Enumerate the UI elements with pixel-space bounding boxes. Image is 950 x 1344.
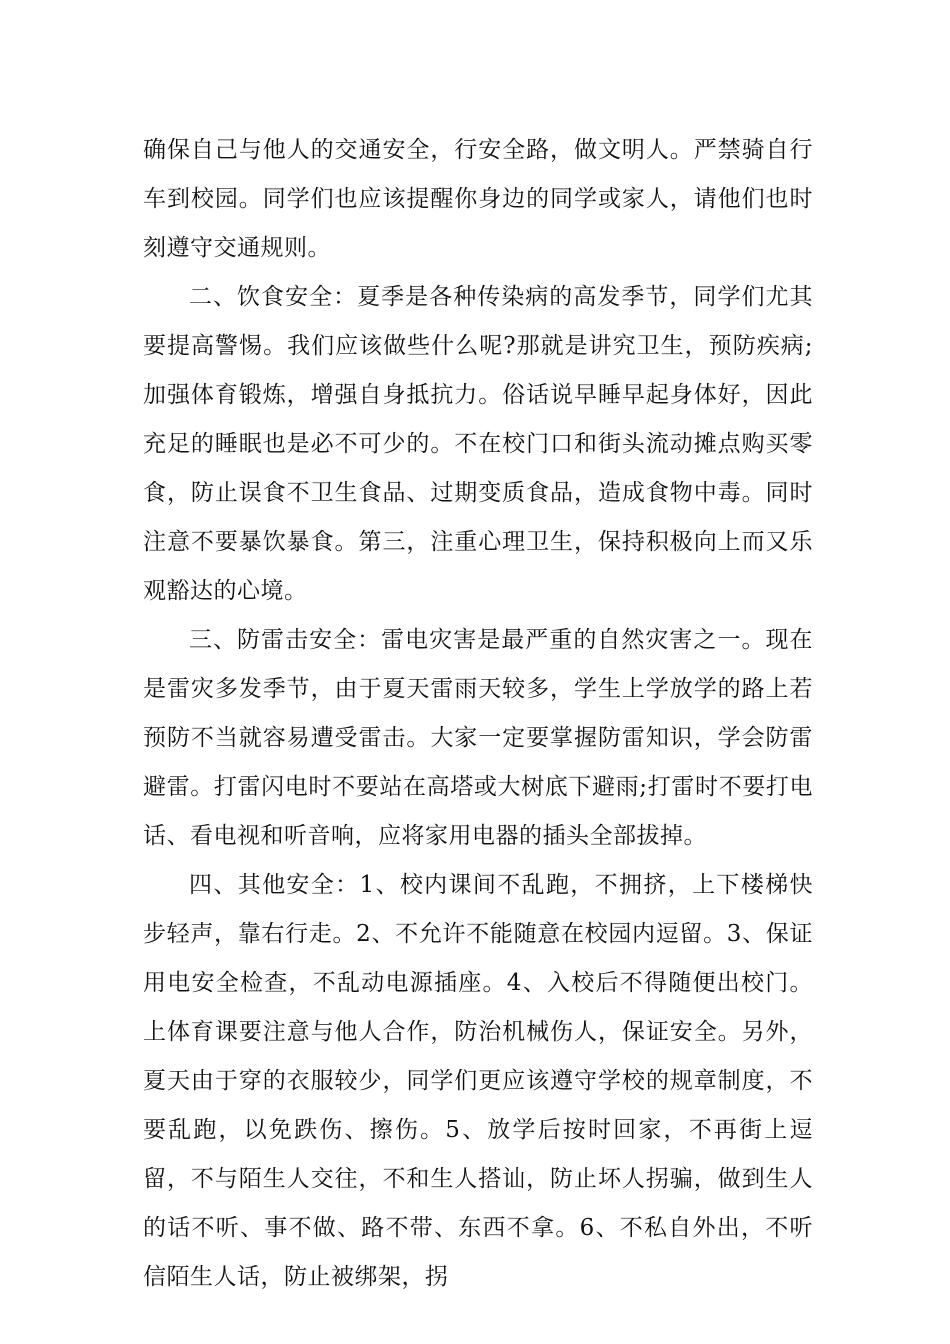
paragraph-food-safety: 二、饮食安全：夏季是各种传染病的高发季节，同学们尤其要提高警惕。我们应该做些什么呢?那就是讲究卫生，预防疾病;加强体育锻炼，增强自身抵抗力。俗话说早睡早起身体好，因此充足的睡眠也是必不可少的。不在校门口和街头流动摊点购买零食，防止误食不卫生食品、过期变质食品，造成食物中毒。同时注意不要暴饮暴食。第三，注重心理卫生，保持积极向上而又乐观豁达的心境。 xyxy=(143,284,813,604)
paragraph-lightning-safety: 三、防雷击安全：雷电灾害是最严重的自然灾害之一。现在是雷灾多发季节，由于夏天雷雨天较多，学生上学放学的路上若预防不当就容易遭受雷击。大家一定要掌握防雷知识，学会防雷避雷。打雷闪电时不要站在高塔或大树底下避雨;打雷时不要打电话、看电视和听音响，应将家用电器的插头全部拔掉。 xyxy=(143,627,813,849)
paragraph-traffic-safety-continued: 确保自己与他人的交通安全，行安全路，做文明人。严禁骑自行车到校园。同学们也应该提醒你身边的同学或家人，请他们也时刻遵守交通规则。 xyxy=(143,137,813,261)
paragraph-other-safety: 四、其他安全：1、校内课间不乱跑，不拥挤，上下楼梯快步轻声，靠右行走。2、不允许不能随意在校园内逗留。3、保证用电安全检查，不乱动电源插座。4、入校后不得随便出校门。上体育课要注意与他人合作，防治机械伤人，保证安全。另外，夏天由于穿的衣服较少，同学们更应该遵守学校的规章制度，不要乱跑，以免跌伤、擦伤。5、放学后按时回家，不再街上逗留，不与陌生人交往，不和生人搭讪，防止坏人拐骗，做到生人的话不听、事不做、路不带、东西不拿。6、不私自外出，不听信陌生人话，防止被绑架，拐 xyxy=(143,872,813,1290)
document-body xyxy=(143,126,813,1302)
